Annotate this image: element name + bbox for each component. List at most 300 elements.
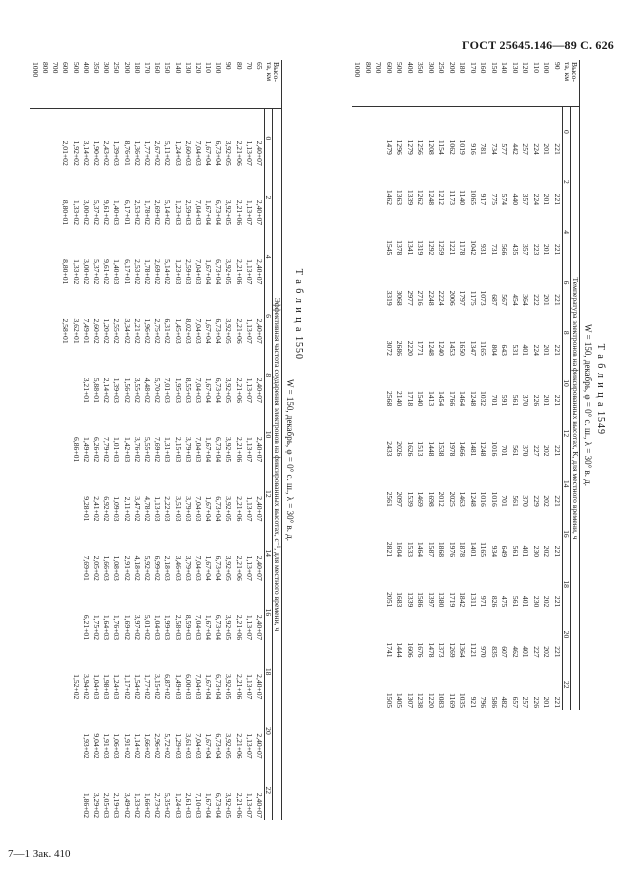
table-subcaption: Температура электронов на фиксированных высотах, К, для местного времени, ч (571, 107, 580, 711)
value-cell: 1,86+02 (81, 792, 91, 818)
value-cell: 3,92+05 (224, 555, 234, 581)
value-cell: 230 (531, 595, 541, 608)
value-cell: 1,66+03 (102, 555, 112, 581)
value-cell: 202 (542, 595, 552, 608)
value-cell: 1248 (468, 491, 478, 507)
value-cell (50, 346, 60, 405)
table-row (244, 60, 254, 820)
value-cell: 1,13+07 (244, 318, 254, 344)
height-cell: 180 (457, 60, 468, 107)
value-cell: 7,01+03 (163, 377, 173, 403)
value-cell: 221 (552, 344, 562, 356)
value-cell: 6,31+02 (163, 318, 173, 344)
value-cell: 6,73+04 (214, 496, 224, 522)
height-cell: 140 (499, 60, 510, 107)
height-cell: 140 (173, 60, 183, 109)
value-cell: 2,21+06 (234, 614, 244, 641)
time-header-4: 4 (264, 227, 273, 286)
value-cell: 229 (531, 495, 541, 507)
value-cell: 201 (542, 394, 552, 407)
value-cell: 1,20+02 (102, 318, 112, 344)
value-cell: 3,97+02 (132, 614, 142, 641)
value-cell: 574 (500, 193, 510, 206)
value-cell: 6,17+01 (122, 199, 132, 226)
value-cell: 921 (468, 696, 478, 708)
height-cell: 100 (541, 60, 552, 107)
value-cell: 6,99+02 (153, 555, 163, 581)
value-cell: 3,92+05 (224, 614, 234, 641)
table-row (478, 60, 489, 710)
height-cell: 170 (468, 60, 479, 107)
value-cell: 3,34+02 (122, 318, 132, 344)
value-cell: 1,67+04 (204, 377, 214, 403)
value-cell: 1,13+07 (244, 377, 254, 403)
value-cell: 6,73+04 (214, 614, 224, 641)
value-cell (363, 408, 374, 458)
value-cell: 1,33+02 (132, 792, 142, 818)
height-cell: 500 (71, 60, 81, 109)
value-cell: 1,98+03 (102, 674, 112, 700)
value-cell: 1262 (416, 189, 426, 206)
value-cell (363, 358, 374, 408)
value-cell (352, 107, 363, 157)
value-cell: 2,01+02 (61, 140, 71, 166)
value-cell: 2,21+06 (234, 140, 244, 166)
table-row (122, 60, 132, 820)
value-cell: 6,73+04 (214, 199, 224, 226)
value-cell (352, 559, 363, 609)
value-cell: 2561 (384, 491, 394, 507)
height-cell: 500 (394, 60, 405, 107)
height-cell: 120 (193, 60, 203, 109)
value-cell: 1,23+03 (173, 259, 183, 285)
value-cell: 1978 (447, 441, 457, 457)
value-cell (50, 168, 60, 227)
value-cell: 2,59+03 (183, 199, 193, 226)
value-cell: 257 (521, 696, 531, 708)
value-cell: 1540 (416, 391, 426, 407)
value-cell: 7,04+03 (193, 259, 203, 285)
value-cell: 202 (542, 545, 552, 558)
value-cell (50, 642, 60, 701)
value-cell (30, 286, 40, 345)
value-cell: 6,87+02 (163, 674, 173, 700)
value-cell: 1175 (468, 290, 478, 306)
value-cell: 7,04+03 (193, 614, 203, 641)
table-row (489, 60, 500, 710)
table-row (152, 60, 162, 820)
table-1549 (352, 60, 598, 710)
value-cell: 1,40+03 (112, 199, 122, 226)
value-cell: 1,39+03 (112, 377, 122, 403)
value-cell (373, 308, 384, 358)
value-cell (352, 358, 363, 408)
value-cell: 454 (510, 294, 520, 306)
value-cell (373, 458, 384, 508)
value-cell (373, 358, 384, 408)
value-cell: 1121 (468, 642, 478, 658)
table-1549-grid (352, 60, 580, 710)
table-row (203, 60, 213, 820)
value-cell: 1,29+03 (173, 733, 183, 759)
time-header-4: 4 (562, 207, 571, 257)
value-cell: 257 (521, 143, 531, 155)
value-cell: 1,39+03 (112, 140, 122, 166)
value-cell: 2220 (405, 340, 415, 356)
value-cell (71, 464, 81, 523)
value-cell: 2,05+03 (102, 792, 112, 818)
value-cell: 1469 (416, 491, 426, 507)
value-cell: 1,93+02 (81, 733, 91, 759)
value-cell: 1373 (437, 642, 447, 658)
value-cell: 2,61+03 (183, 792, 193, 818)
value-cell: 1,17+02 (122, 674, 132, 700)
table-1549-caption: W = 150, декабрь, φ = 0° с. ш., λ = 30° в. д. (583, 323, 593, 487)
value-cell: 1016 (479, 491, 489, 507)
value-cell: 202 (542, 646, 552, 658)
value-cell: 561 (510, 445, 520, 457)
value-cell: 591 (500, 394, 510, 407)
value-cell: 1444 (395, 642, 405, 658)
table-row (224, 60, 234, 820)
value-cell: 201 (542, 143, 552, 155)
value-cell: 7,04+03 (193, 318, 203, 344)
value-cell (373, 660, 384, 710)
table-row (394, 60, 405, 710)
value-cell: 2716 (416, 290, 426, 306)
value-cell: 1178 (458, 240, 468, 256)
value-cell: 221 (552, 696, 562, 708)
value-cell: 7,04+03 (193, 140, 203, 166)
table-row (91, 60, 101, 820)
value-cell: 2012 (437, 491, 447, 507)
value-cell: 401 (521, 646, 531, 658)
value-cell (40, 405, 50, 464)
table-1550-caption: W = 150, декабрь, φ = 0° с. ш., λ = 30° в. д. (285, 378, 295, 542)
value-cell: 701 (500, 495, 510, 507)
value-cell: 1626 (405, 441, 415, 457)
table-row (183, 60, 193, 820)
value-cell: 2,55+02 (112, 318, 122, 344)
value-cell: 1169 (447, 693, 457, 708)
value-cell: 1,24+03 (173, 792, 183, 818)
value-cell: 1464 (416, 541, 426, 558)
height-col-header: Высо- та, км (264, 60, 281, 109)
table-row (447, 60, 458, 710)
height-cell: 160 (478, 60, 489, 107)
value-cell: 2051 (384, 592, 394, 608)
height-cell: 400 (81, 60, 91, 109)
time-header-8: 8 (562, 308, 571, 358)
value-cell: 6,86+01 (71, 437, 81, 463)
value-cell: 364 (521, 294, 531, 306)
value-cell: 1454 (437, 391, 447, 407)
value-cell: 1,66+02 (142, 733, 152, 759)
value-cell: 577 (500, 143, 510, 155)
value-cell: 3,62+01 (71, 318, 81, 344)
value-cell (40, 109, 50, 168)
value-cell: 643 (500, 344, 510, 356)
value-cell: 1016 (489, 491, 499, 507)
value-cell: 1,67+04 (204, 674, 214, 700)
value-cell: 6,73+04 (214, 437, 224, 463)
value-cell: 8,80+01 (61, 199, 71, 226)
value-cell: 1363 (395, 189, 405, 206)
value-cell: 201 (542, 696, 552, 708)
value-cell: 1,23+03 (173, 199, 183, 226)
time-header-2: 2 (562, 157, 571, 207)
value-cell: 2026 (395, 441, 405, 457)
value-cell (373, 559, 384, 609)
value-cell: 916 (468, 143, 478, 155)
value-cell: 3,79+03 (183, 496, 193, 522)
value-cell: 561 (510, 595, 520, 608)
value-cell: 2568 (384, 391, 394, 407)
value-cell (373, 157, 384, 207)
value-cell: 2,58+01 (61, 318, 71, 344)
value-cell: 2,21+06 (234, 555, 244, 581)
value-cell: 3,79+03 (183, 555, 193, 581)
height-cell: 300 (426, 60, 437, 107)
value-cell: 1698 (426, 491, 436, 507)
value-cell: 223 (531, 243, 541, 256)
value-cell: 401 (521, 595, 531, 608)
value-cell: 221 (552, 495, 562, 507)
value-cell: 1,13+07 (244, 259, 254, 285)
table-1550 (30, 60, 300, 820)
value-cell: 1797 (458, 290, 468, 306)
value-cell: 6,73+04 (214, 318, 224, 344)
value-cell: 3,76+02 (132, 437, 142, 463)
value-cell (352, 408, 363, 458)
value-cell: 1,24+03 (173, 140, 183, 166)
value-cell: 931 (479, 243, 489, 256)
value-cell (61, 761, 71, 820)
value-cell: 1,90+02 (92, 140, 102, 166)
value-cell: 6,17+01 (122, 259, 132, 285)
value-cell: 1,13+07 (244, 496, 254, 522)
value-cell: 1,49+02 (81, 437, 91, 463)
value-cell: 1165 (479, 341, 489, 356)
value-cell: 1240 (437, 340, 447, 356)
value-cell: 2006 (447, 290, 457, 306)
value-cell (373, 408, 384, 458)
value-cell: 1248 (426, 189, 436, 206)
value-cell: 226 (531, 394, 541, 407)
value-cell: 1,24+03 (112, 674, 122, 700)
value-cell: 5,14+02 (163, 199, 173, 226)
value-cell: 7,04+03 (193, 496, 203, 522)
value-cell: 701 (489, 394, 499, 407)
value-cell (373, 609, 384, 659)
value-cell: 1,67+04 (204, 318, 214, 344)
value-cell: 221 (552, 193, 562, 206)
value-cell: 221 (552, 243, 562, 256)
table-1549-label: Т а б л и ц а 1549 (595, 343, 606, 435)
height-cell: 130 (183, 60, 193, 109)
value-cell: 462 (510, 646, 520, 658)
value-cell (40, 227, 50, 286)
table-row (101, 60, 111, 820)
height-cell: 600 (61, 60, 71, 109)
value-cell: 1154 (437, 139, 447, 155)
height-cell: 250 (112, 60, 122, 109)
value-cell: 6,73+04 (214, 555, 224, 581)
value-cell: 1538 (437, 441, 447, 457)
value-cell: 5,70+02 (153, 377, 163, 403)
value-cell: 7,04+03 (193, 674, 203, 700)
time-header-12: 12 (562, 408, 571, 458)
value-cell (61, 642, 71, 701)
value-cell (363, 107, 374, 157)
value-cell: 2,53+02 (132, 259, 142, 285)
value-cell: 435 (510, 243, 520, 256)
value-cell: 2140 (395, 391, 405, 407)
value-cell: 226 (531, 696, 541, 708)
value-cell: 1,13+07 (244, 614, 254, 641)
value-cell: 607 (500, 646, 510, 658)
value-cell (50, 464, 60, 523)
time-header-6: 6 (264, 286, 273, 345)
value-cell: 586 (489, 696, 499, 708)
value-cell: 1,31+03 (163, 437, 173, 463)
value-cell: 1221 (447, 240, 457, 256)
value-cell: 6,21+01 (81, 614, 91, 641)
value-cell: 1378 (395, 240, 405, 256)
value-cell: 3,46+03 (173, 555, 183, 581)
value-cell: 1545 (384, 240, 394, 256)
value-cell: 2,21+06 (234, 733, 244, 759)
table-row (510, 60, 521, 710)
value-cell: 1463 (458, 491, 468, 507)
value-cell: 649 (500, 545, 510, 558)
value-cell (30, 168, 40, 227)
value-cell (61, 701, 71, 760)
value-cell: 3,47+02 (132, 496, 142, 522)
value-cell: 1165 (479, 542, 489, 558)
value-cell (363, 157, 374, 207)
value-cell: 1173 (447, 190, 457, 206)
value-cell: 202 (542, 445, 552, 457)
value-cell: 7,04+03 (193, 555, 203, 581)
height-cell: 600 (384, 60, 395, 107)
height-cell: 400 (405, 60, 416, 107)
value-cell: 2,21+06 (234, 199, 244, 226)
value-cell (363, 257, 374, 307)
value-cell: 1311 (468, 592, 478, 608)
value-cell: 687 (489, 294, 499, 306)
value-cell: 1401 (468, 541, 478, 558)
value-cell (50, 405, 60, 464)
value-cell: 561 (510, 394, 520, 407)
value-cell: 731 (489, 243, 499, 256)
value-cell: 2248 (426, 290, 436, 306)
value-cell: 1,42+03 (122, 437, 132, 463)
value-cell: 1220 (426, 692, 436, 708)
value-cell: 1065 (468, 189, 478, 206)
value-cell: 1,77+02 (142, 674, 152, 700)
table-subcaption: Эффективная частота соударения электронов на фиксированных высотах, с⁻¹, для местного времени, ч (273, 109, 282, 821)
value-cell: 3,94+02 (81, 674, 91, 700)
value-cell (50, 286, 60, 345)
value-cell: 3,29+02 (92, 792, 102, 818)
value-cell (71, 523, 81, 582)
value-cell: 3,92+05 (224, 733, 234, 759)
value-cell (363, 207, 374, 257)
value-cell: 1505 (384, 692, 394, 708)
value-cell (61, 464, 71, 523)
value-cell: 1,78+02 (142, 199, 152, 226)
value-cell (40, 168, 50, 227)
table-row (457, 60, 468, 710)
value-cell: 531 (510, 344, 520, 356)
value-cell: 221 (552, 143, 562, 155)
value-cell (352, 458, 363, 508)
value-cell (363, 660, 374, 710)
table-row (531, 60, 542, 710)
table-row (213, 60, 223, 820)
value-cell: 8,02+03 (183, 318, 193, 344)
value-cell: 2,40+07 (254, 496, 264, 522)
value-cell: 3,55+02 (132, 377, 142, 403)
value-cell: 1364 (458, 642, 468, 658)
value-cell: 2,40+07 (254, 437, 264, 463)
value-cell: 3,61+03 (183, 733, 193, 759)
value-cell (30, 464, 40, 523)
table-row (352, 60, 363, 710)
value-cell: 440 (510, 193, 520, 206)
height-cell: 90 (552, 60, 563, 107)
value-cell: 734 (489, 143, 499, 155)
value-cell: 2,40+07 (254, 792, 264, 818)
height-cell: 70 (244, 60, 254, 109)
value-cell (50, 227, 60, 286)
value-cell: 475 (500, 595, 510, 608)
value-cell: 7,04+03 (193, 377, 203, 403)
value-cell: 2,05+02 (92, 555, 102, 581)
value-cell: 2686 (395, 340, 405, 356)
value-cell: 2,15+03 (173, 437, 183, 463)
height-cell: 800 (40, 60, 50, 109)
value-cell: 2,60+02 (92, 318, 102, 344)
value-cell (40, 346, 50, 405)
height-cell: 1000 (30, 60, 40, 109)
value-cell: 2,53+02 (132, 199, 142, 226)
table-row (162, 60, 172, 820)
value-cell (40, 583, 50, 642)
value-cell: 2,67+02 (153, 140, 163, 166)
height-cell: 90 (224, 60, 234, 109)
value-cell: 5,88+01 (92, 377, 102, 403)
value-cell: 2,69+02 (153, 259, 163, 285)
table-row (40, 60, 50, 820)
table-row (436, 60, 447, 710)
value-cell: 230 (531, 545, 541, 558)
value-cell: 6,73+04 (214, 674, 224, 700)
value-cell: 3,49+02 (122, 792, 132, 818)
value-cell: 1238 (416, 692, 426, 708)
value-cell: 7,49+01 (81, 318, 91, 344)
value-cell: 1586 (416, 592, 426, 608)
value-cell (61, 583, 71, 642)
value-cell: 5,37+02 (92, 199, 102, 226)
value-cell: 3,92+05 (224, 140, 234, 166)
value-cell (40, 523, 50, 582)
value-cell: 2,21+02 (132, 318, 142, 344)
height-cell: 170 (142, 60, 152, 109)
time-header-0: 0 (264, 109, 273, 168)
value-cell: 781 (479, 143, 489, 155)
